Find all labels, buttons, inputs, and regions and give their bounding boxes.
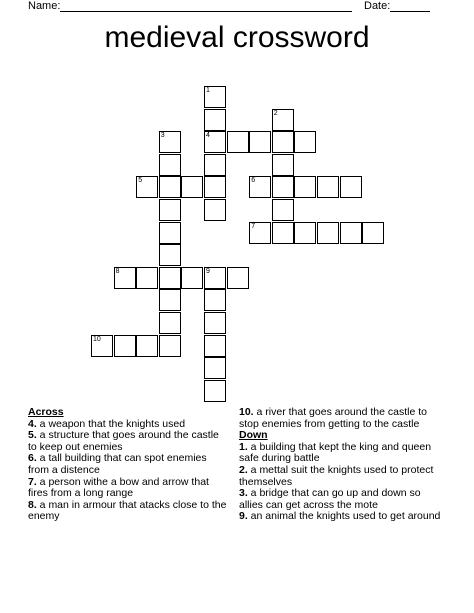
grid-cell[interactable] <box>159 335 181 357</box>
grid-cell[interactable] <box>159 289 181 311</box>
grid-cell[interactable] <box>204 154 226 176</box>
grid-cell[interactable] <box>136 267 158 289</box>
clue-number: 6. <box>28 452 37 465</box>
grid-cell[interactable] <box>204 335 226 357</box>
grid-cell[interactable] <box>340 222 362 244</box>
cell-number: 3 <box>160 132 165 140</box>
cell-number: 8 <box>115 267 120 275</box>
date-label: Date: <box>364 0 391 12</box>
grid-cell[interactable] <box>136 335 158 357</box>
cell-number: 2 <box>273 109 278 117</box>
grid-cell[interactable] <box>204 86 226 108</box>
grid-cell[interactable] <box>159 154 181 176</box>
grid-cell[interactable] <box>227 131 249 153</box>
clue-number: 3. <box>239 487 248 500</box>
clue-number: 2. <box>239 463 248 476</box>
grid-cell[interactable] <box>249 131 271 153</box>
clue-number: 10. <box>239 406 254 418</box>
grid-cell[interactable] <box>249 222 271 244</box>
grid-cell[interactable] <box>114 267 136 289</box>
grid-cell[interactable] <box>159 244 181 266</box>
clue-across-8 <box>28 500 228 523</box>
clue-text: a weapon that the knights used <box>36 417 186 430</box>
cell-number: 7 <box>251 222 256 230</box>
cell-number: 9 <box>206 267 210 275</box>
grid-cell[interactable] <box>136 176 158 198</box>
grid-cell[interactable] <box>159 312 181 334</box>
clue-text: a building that kept the king and queen safe during battle <box>239 440 432 465</box>
grid-cell[interactable] <box>227 267 249 289</box>
grid-cell[interactable] <box>272 176 294 198</box>
across-heading: Across <box>28 406 64 418</box>
grid-cell[interactable] <box>362 222 384 244</box>
clue-down-1 <box>239 442 444 465</box>
grid-cell[interactable] <box>204 176 226 198</box>
grid-cell[interactable] <box>159 131 181 153</box>
grid-cell[interactable] <box>204 380 226 402</box>
grid-cell[interactable] <box>272 154 294 176</box>
clue-number: 1. <box>239 440 248 453</box>
clue-number: 5. <box>28 429 37 442</box>
grid-cell[interactable] <box>159 267 181 289</box>
clue-down-3 <box>239 488 444 511</box>
clue-number: 9. <box>239 510 248 523</box>
clue-across-10 <box>239 407 444 430</box>
grid-cell[interactable] <box>272 222 294 244</box>
cell-number: 10 <box>93 335 101 343</box>
clue-text: a man in armour that atacks close to the enemy <box>28 498 227 523</box>
clue-number: 4. <box>28 417 37 430</box>
clue-text: a structure that goes around the castle to keep out enemies <box>28 429 219 453</box>
page-title: medieval crossword <box>104 21 370 54</box>
cell-number: 6 <box>251 177 256 185</box>
cell-number: 4 <box>206 132 210 140</box>
clue-down-9 <box>239 511 444 523</box>
clue-text: an animal the knights used to get around <box>247 510 441 523</box>
clue-text: a mettal suit the knights used to protect themselves <box>239 463 434 488</box>
clue-text: a bridge that can go up and down so allies can get across the mote <box>239 487 421 511</box>
grid-cell[interactable] <box>159 199 181 221</box>
grid-cell[interactable] <box>317 176 339 198</box>
grid-cell[interactable] <box>272 199 294 221</box>
grid-cell[interactable] <box>159 222 181 244</box>
clue-number: 7. <box>28 475 37 488</box>
grid-cell[interactable] <box>91 335 113 357</box>
clue-down-2 <box>239 465 444 488</box>
clue-across-6 <box>28 453 228 476</box>
cell-number: 5 <box>138 177 143 185</box>
grid-cell[interactable] <box>204 357 226 379</box>
grid-cell[interactable] <box>272 109 294 131</box>
grid-cell[interactable] <box>159 176 181 198</box>
grid-cell[interactable] <box>204 131 226 153</box>
clue-across-7 <box>28 477 228 500</box>
grid-cell[interactable] <box>272 131 294 153</box>
name-label: Name: <box>28 0 61 12</box>
clue-text: a tall building that can spot enemies from a distence <box>28 452 207 476</box>
clues-left-column <box>28 407 228 523</box>
grid-cell[interactable] <box>294 222 316 244</box>
clue-text: a river that goes around the castle to stop enemies from getting to the castle <box>239 406 427 430</box>
grid-cell[interactable] <box>181 267 203 289</box>
grid-cell[interactable] <box>317 222 339 244</box>
grid-cell[interactable] <box>204 199 226 221</box>
grid-cell[interactable] <box>204 289 226 311</box>
grid-cell[interactable] <box>294 131 316 153</box>
clue-across-5 <box>28 430 228 453</box>
grid-cell[interactable] <box>204 109 226 131</box>
date-line[interactable] <box>390 11 430 12</box>
grid-cell[interactable] <box>249 176 271 198</box>
clue-number: 8. <box>28 498 37 511</box>
grid-cell[interactable] <box>204 312 226 334</box>
clue-text: a person withe a bow and arrow that fires from a long range <box>28 475 209 500</box>
grid-cell[interactable] <box>340 176 362 198</box>
grid-cell[interactable] <box>114 335 136 357</box>
grid-cell[interactable] <box>294 176 316 198</box>
grid-cell[interactable] <box>181 176 203 198</box>
down-heading: Down <box>239 429 268 442</box>
cell-number: 1 <box>206 87 210 94</box>
name-line[interactable] <box>60 11 352 12</box>
clues-right-column <box>239 407 444 523</box>
grid-cell[interactable] <box>204 267 226 289</box>
